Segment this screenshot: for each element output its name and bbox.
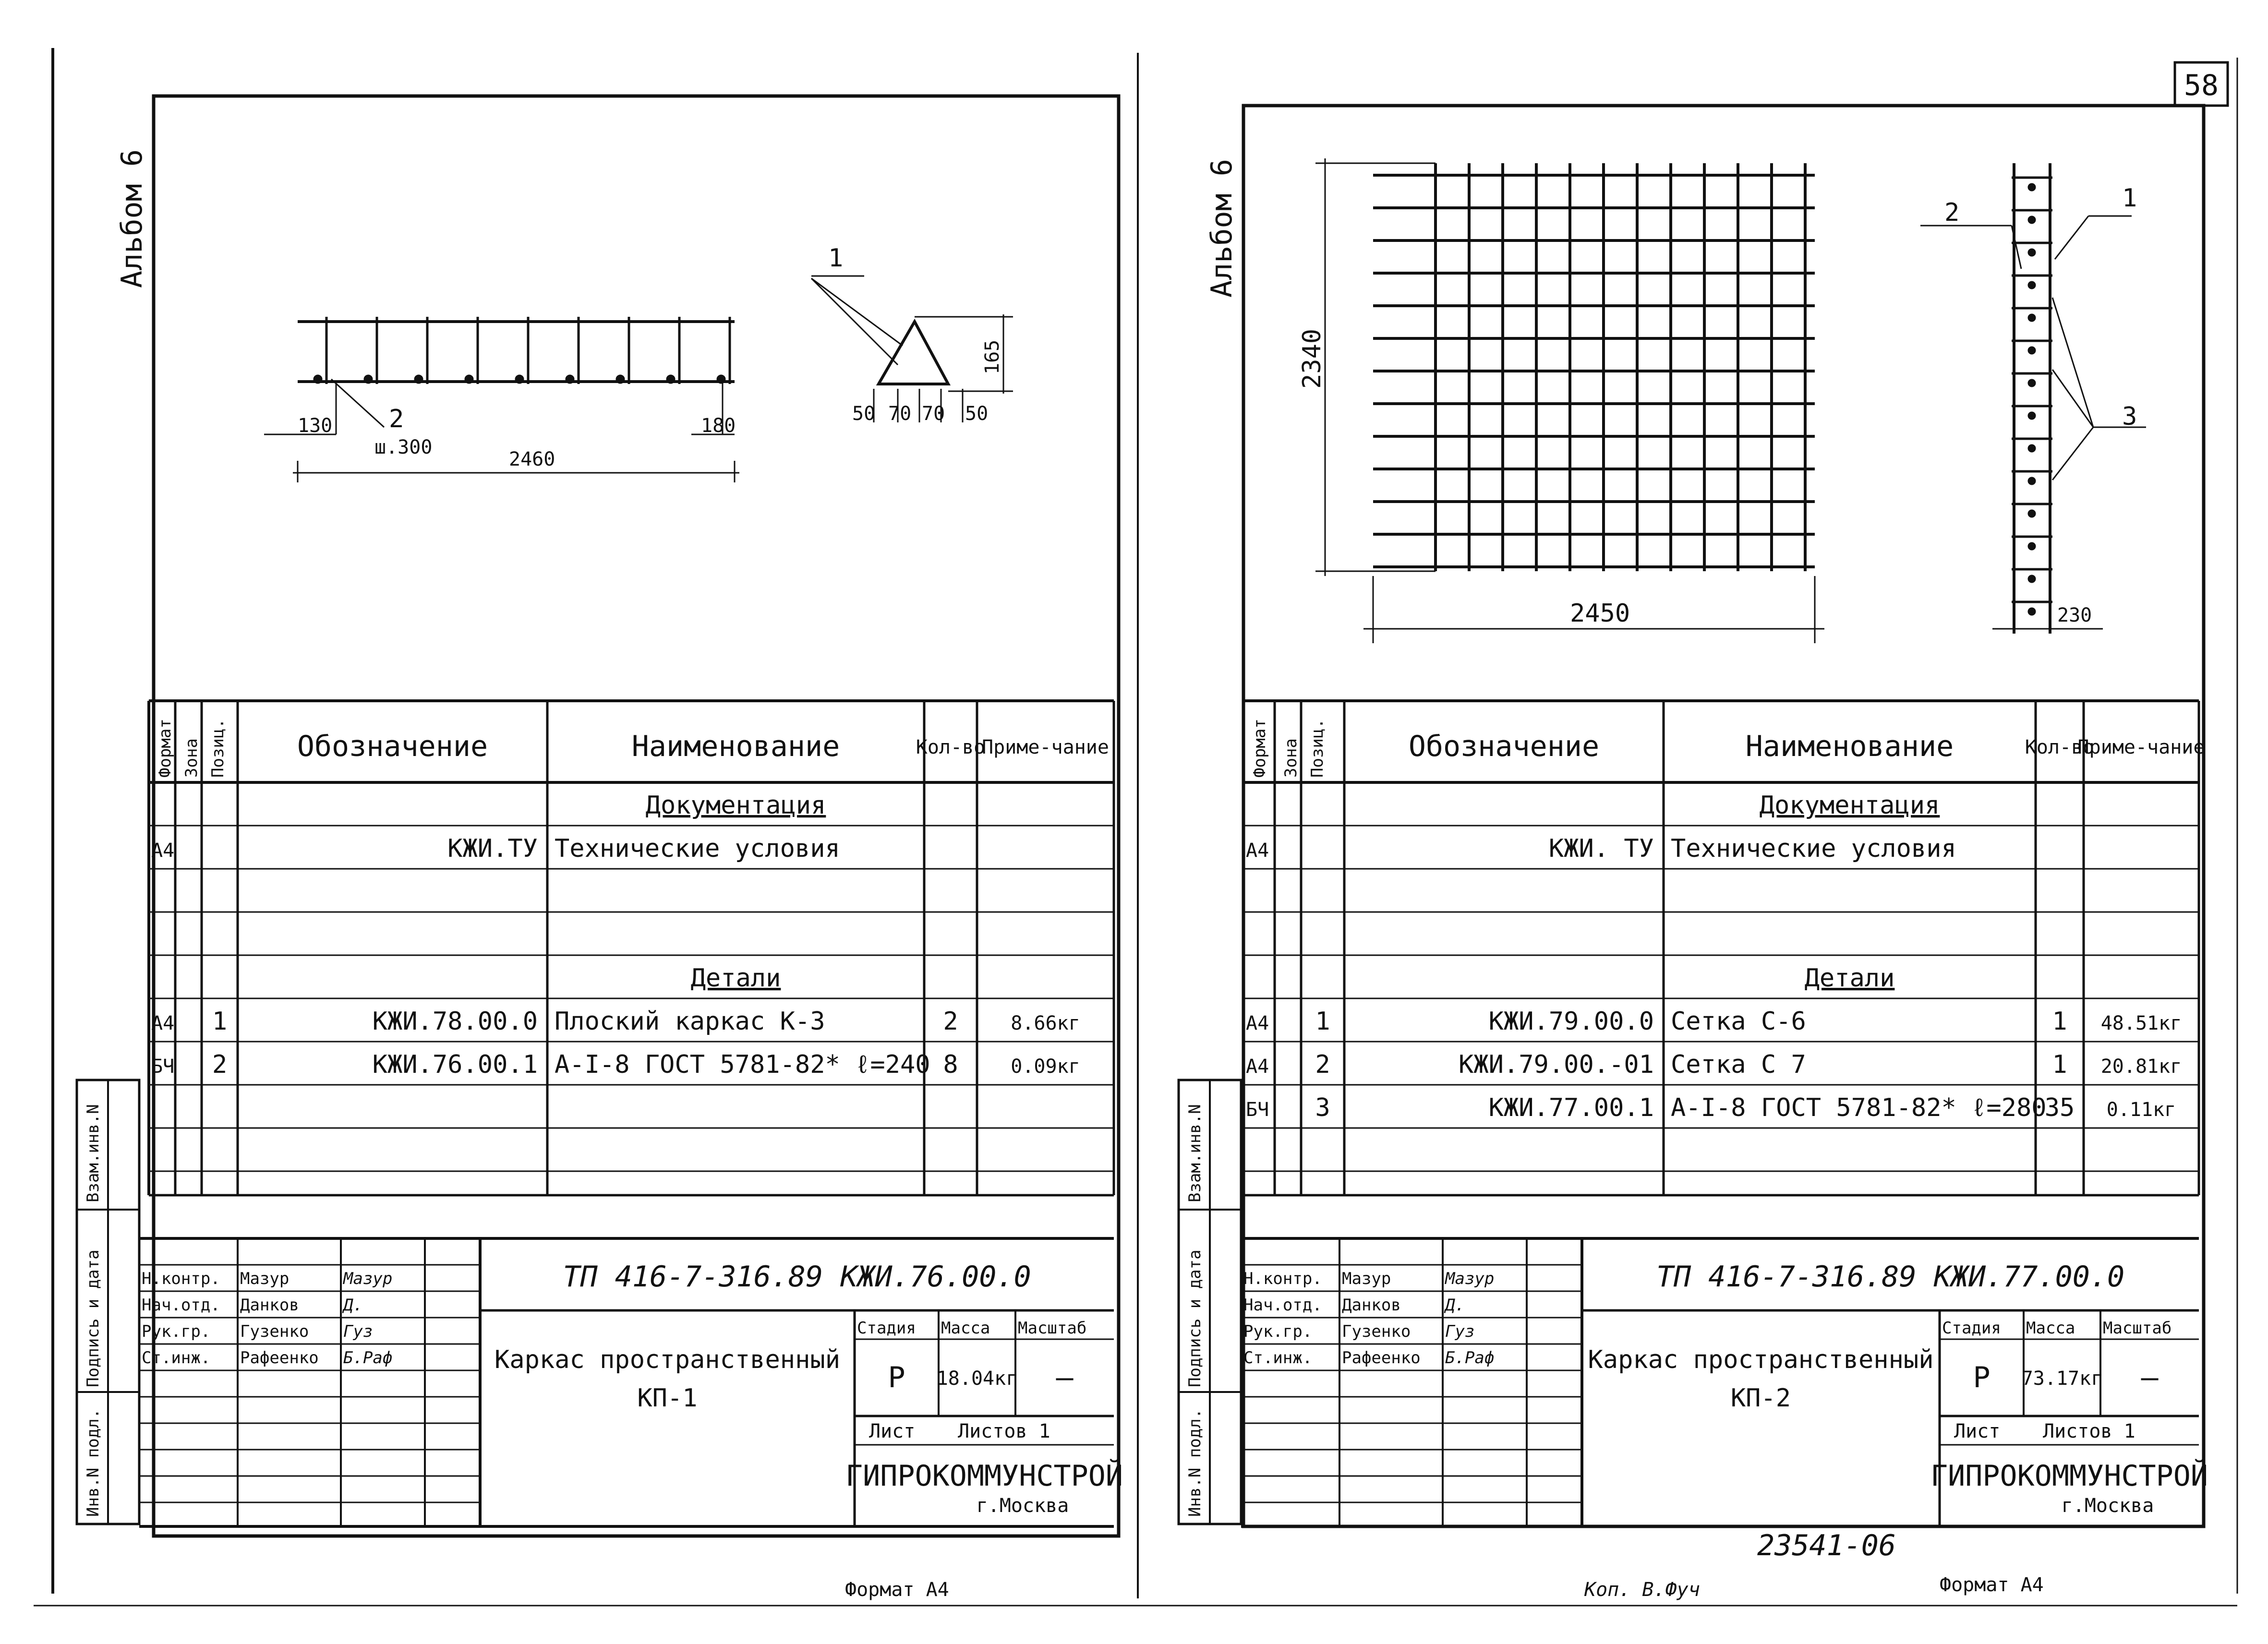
mesh-dim-width: 2450 xyxy=(1570,599,1630,628)
hdr-format: Формат xyxy=(1250,719,1269,778)
role-signature: Мазур xyxy=(1445,1269,1495,1288)
hdr-qty: Кол-во xyxy=(2025,736,2095,758)
cell-note: 8.66кг xyxy=(1011,1012,1080,1034)
dim-left-offset: 130 xyxy=(298,415,333,437)
cell-section-title: Документация xyxy=(645,791,826,820)
role-name: Данков xyxy=(1342,1296,1401,1315)
section-dot xyxy=(2029,576,2035,582)
mesh-dim-height: 2340 xyxy=(1298,328,1327,389)
cell-pos: 1 xyxy=(212,1007,228,1036)
side-label-sign: Подпись и дата xyxy=(84,1249,103,1387)
hdr-note: Приме-чание xyxy=(982,736,1109,758)
section-dot xyxy=(2029,217,2035,223)
cell-format: А4 xyxy=(151,840,175,862)
role-signature: Д. xyxy=(1445,1296,1465,1315)
cell-name: Технические условия xyxy=(1671,834,1956,863)
section-dot xyxy=(2029,282,2035,288)
stage-value: Р xyxy=(888,1361,905,1394)
cell-note: 0.09кг xyxy=(1011,1056,1080,1078)
hdr-zone: Зона xyxy=(1281,738,1301,778)
role-label: Нач.отд. xyxy=(1243,1296,1322,1315)
cell-pos: 1 xyxy=(1315,1007,1330,1036)
cell-pos: 2 xyxy=(212,1050,228,1079)
right-album-label: Альбом 6 xyxy=(1205,159,1239,298)
mass-label: Масса xyxy=(941,1319,990,1338)
role-label: Рук.гр. xyxy=(142,1322,211,1341)
section-dot xyxy=(2029,250,2035,255)
right-spec-table xyxy=(1243,701,2205,1195)
role-label: Рук.гр. xyxy=(1243,1322,1313,1341)
long-bar-dot xyxy=(516,376,523,383)
role-name: Мазур xyxy=(1342,1269,1391,1288)
long-bar-dot xyxy=(718,376,724,383)
hdr-format: Формат xyxy=(156,719,175,778)
role-label: Ст.инж. xyxy=(142,1348,211,1368)
right-side-section xyxy=(1920,163,2146,634)
cell-designation: КЖИ. ТУ xyxy=(1548,834,1654,863)
dim-d: 50 xyxy=(965,403,989,425)
cell-name: Плоский каркас К-3 xyxy=(555,1007,825,1036)
long-bar-dot xyxy=(667,376,674,383)
cell-name: Сетка С-6 xyxy=(1671,1007,1806,1036)
mass-value: 73.17кг xyxy=(2021,1368,2103,1390)
section-dot xyxy=(2029,315,2035,321)
long-bar-dot xyxy=(617,376,624,383)
scale-value: — xyxy=(2141,1361,2159,1394)
right-side-strip xyxy=(1179,1080,1241,1524)
left-side-strip xyxy=(77,1080,139,1524)
cell-name: Сетка С 7 xyxy=(1671,1050,1806,1079)
org-city: г.Москва xyxy=(2061,1495,2154,1517)
stage-value: Р xyxy=(1973,1361,1991,1394)
cell-format: А4 xyxy=(151,1012,175,1034)
side-pos-3: 3 xyxy=(2122,402,2137,431)
right-side-label-replace: Взам.инв.N xyxy=(1185,1104,1205,1202)
role-signature: Б.Раф xyxy=(343,1348,393,1368)
side-label-replace: Взам.инв.N xyxy=(84,1104,103,1202)
cell-qty: 1 xyxy=(2052,1050,2067,1079)
pos-1-label: 1 xyxy=(828,244,844,273)
role-label: Н.контр. xyxy=(142,1269,220,1288)
title-line-2: КП-1 xyxy=(637,1384,698,1413)
role-label: Н.контр. xyxy=(1243,1269,1322,1288)
dim-c: 70 xyxy=(922,403,945,425)
right-format-label: Формат А4 xyxy=(1940,1574,2044,1596)
left-flat-cage-drawing xyxy=(264,317,739,482)
role-name: Мазур xyxy=(240,1269,290,1288)
long-bar-dot xyxy=(365,376,372,383)
scale-value: — xyxy=(1056,1361,1074,1394)
left-spec-table xyxy=(149,701,1114,1195)
role-signature: Гуз xyxy=(1445,1322,1475,1341)
cell-section-title: Документация xyxy=(1759,791,1940,820)
org-name: ГИПРОКОММУНСТРОЙ xyxy=(845,1459,1123,1493)
role-signature: Б.Раф xyxy=(1445,1348,1495,1368)
dim-a: 50 xyxy=(852,403,876,425)
left-cross-section-drawing xyxy=(811,244,1013,425)
hdr-name: Наименование xyxy=(1745,730,1954,763)
sheets-count: Листов 1 xyxy=(2043,1420,2135,1442)
sheet-label: Лист xyxy=(1954,1420,2001,1442)
role-signature: Мазур xyxy=(343,1269,393,1288)
cell-format: А4 xyxy=(1246,1012,1269,1034)
cell-name: А-I-8 ГОСТ 5781-82* ℓ=280 xyxy=(1671,1093,2047,1122)
pitch-label: ш.300 xyxy=(374,436,433,458)
stage-label: Стадия xyxy=(1942,1319,2001,1338)
right-side-label-inv: Инв.N подл. xyxy=(1185,1408,1205,1517)
section-dot xyxy=(2029,445,2035,451)
dim-b: 70 xyxy=(888,403,912,425)
right-mesh-drawing xyxy=(1298,158,1824,643)
cell-designation: КЖИ.79.00.-01 xyxy=(1459,1050,1654,1079)
dim-section-height: 165 xyxy=(981,339,1003,374)
section-dot xyxy=(2029,380,2035,386)
cell-name: Технические условия xyxy=(555,834,840,863)
cell-section-title: Детали xyxy=(1804,964,1895,993)
sheets-count: Листов 1 xyxy=(958,1420,1050,1442)
long-bar-dot xyxy=(466,376,472,383)
page-number: 58 xyxy=(2184,69,2219,102)
title-line-1: Каркас пространственный xyxy=(494,1345,841,1374)
left-title-block xyxy=(139,1238,1123,1526)
left-sheet xyxy=(77,96,1123,1601)
cell-note: 48.51кг xyxy=(2100,1012,2182,1034)
cell-designation: КЖИ.ТУ xyxy=(447,834,538,863)
hdr-name: Наименование xyxy=(631,730,840,763)
section-dot xyxy=(2029,184,2035,190)
hdr-designation: Обозначение xyxy=(1408,730,1600,763)
cell-designation: КЖИ.76.00.1 xyxy=(372,1050,538,1079)
left-album-label: Альбом 6 xyxy=(115,149,149,288)
hdr-zone: Зона xyxy=(182,738,201,778)
hdr-note: Приме-чание xyxy=(2077,736,2205,758)
side-pos-1: 1 xyxy=(2122,184,2137,213)
role-label: Нач.отд. xyxy=(142,1296,220,1315)
right-side-label-sign: Подпись и дата xyxy=(1185,1249,1205,1387)
section-dot xyxy=(2029,609,2035,614)
side-dim: 230 xyxy=(2057,604,2092,626)
role-label: Ст.инж. xyxy=(1243,1348,1313,1368)
org-city: г.Москва xyxy=(976,1495,1069,1517)
role-name: Рафеенко xyxy=(240,1348,319,1368)
cell-note: 20.81кг xyxy=(2100,1056,2182,1078)
right-title-block xyxy=(1241,1238,2208,1526)
long-bar-dot xyxy=(314,376,321,383)
doc-code: ТП 416-7-316.89 КЖИ.76.00.0 xyxy=(563,1260,1031,1294)
scale-label: Масштаб xyxy=(2103,1319,2172,1338)
cell-qty: 35 xyxy=(2044,1093,2075,1122)
bottom-stamp: 23541-06 xyxy=(1757,1529,1896,1562)
copy-note: Коп. В.Фуч xyxy=(1584,1579,1700,1601)
cell-designation: КЖИ.79.00.0 xyxy=(1488,1007,1654,1036)
section-dot xyxy=(2029,413,2035,419)
long-bar-dot xyxy=(415,376,422,383)
stage-label: Стадия xyxy=(857,1319,916,1338)
section-dot xyxy=(2029,511,2035,516)
cell-pos: 3 xyxy=(1315,1093,1330,1122)
cell-designation: КЖИ.77.00.1 xyxy=(1488,1093,1654,1122)
title-line-1: Каркас пространственный xyxy=(1588,1345,1934,1374)
section-dot xyxy=(2029,348,2035,353)
cell-qty: 8 xyxy=(943,1050,958,1079)
cell-format: А4 xyxy=(1246,1056,1269,1078)
dim-total-length: 2460 xyxy=(509,448,555,470)
mass-label: Масса xyxy=(2026,1319,2075,1338)
hdr-pos: Позиц. xyxy=(1308,719,1327,778)
cell-format: БЧ xyxy=(151,1056,175,1078)
cell-note: 0.11кг xyxy=(2106,1099,2176,1121)
side-label-inv: Инв.N подл. xyxy=(84,1408,103,1517)
pos-2-label: 2 xyxy=(389,405,404,433)
role-name: Рафеенко xyxy=(1342,1348,1421,1368)
role-signature: Д. xyxy=(343,1296,363,1315)
mass-value: 18.04кг xyxy=(936,1368,1018,1390)
cell-format: БЧ xyxy=(1246,1099,1269,1121)
section-dot xyxy=(2029,478,2035,484)
right-sheet xyxy=(1179,106,2208,1601)
role-name: Данков xyxy=(240,1296,299,1315)
org-name: ГИПРОКОММУНСТРОЙ xyxy=(1930,1459,2208,1493)
cell-format: А4 xyxy=(1246,840,1269,862)
dim-right-offset: 180 xyxy=(701,415,736,437)
hdr-qty: Кол-во xyxy=(916,736,986,758)
title-line-2: КП-2 xyxy=(1730,1384,1791,1413)
section-dot xyxy=(2029,543,2035,549)
cell-pos: 2 xyxy=(1315,1050,1330,1079)
role-signature: Гуз xyxy=(343,1322,373,1341)
cell-designation: КЖИ.78.00.0 xyxy=(372,1007,538,1036)
side-pos-2: 2 xyxy=(1944,198,1960,227)
scale-label: Масштаб xyxy=(1018,1319,1087,1338)
long-bar-dot xyxy=(567,376,573,383)
cell-name: А-I-8 ГОСТ 5781-82* ℓ=240 xyxy=(555,1050,930,1079)
hdr-designation: Обозначение xyxy=(297,730,488,763)
doc-code: ТП 416-7-316.89 КЖИ.77.00.0 xyxy=(1656,1260,2125,1294)
cell-section-title: Детали xyxy=(690,964,781,993)
role-name: Гузенко xyxy=(240,1322,309,1341)
sheet-label: Лист xyxy=(869,1420,916,1442)
cell-qty: 2 xyxy=(943,1007,958,1036)
hdr-pos: Позиц. xyxy=(208,719,228,778)
left-format-label: Формат А4 xyxy=(845,1579,949,1601)
role-name: Гузенко xyxy=(1342,1322,1411,1341)
cell-qty: 1 xyxy=(2052,1007,2067,1036)
